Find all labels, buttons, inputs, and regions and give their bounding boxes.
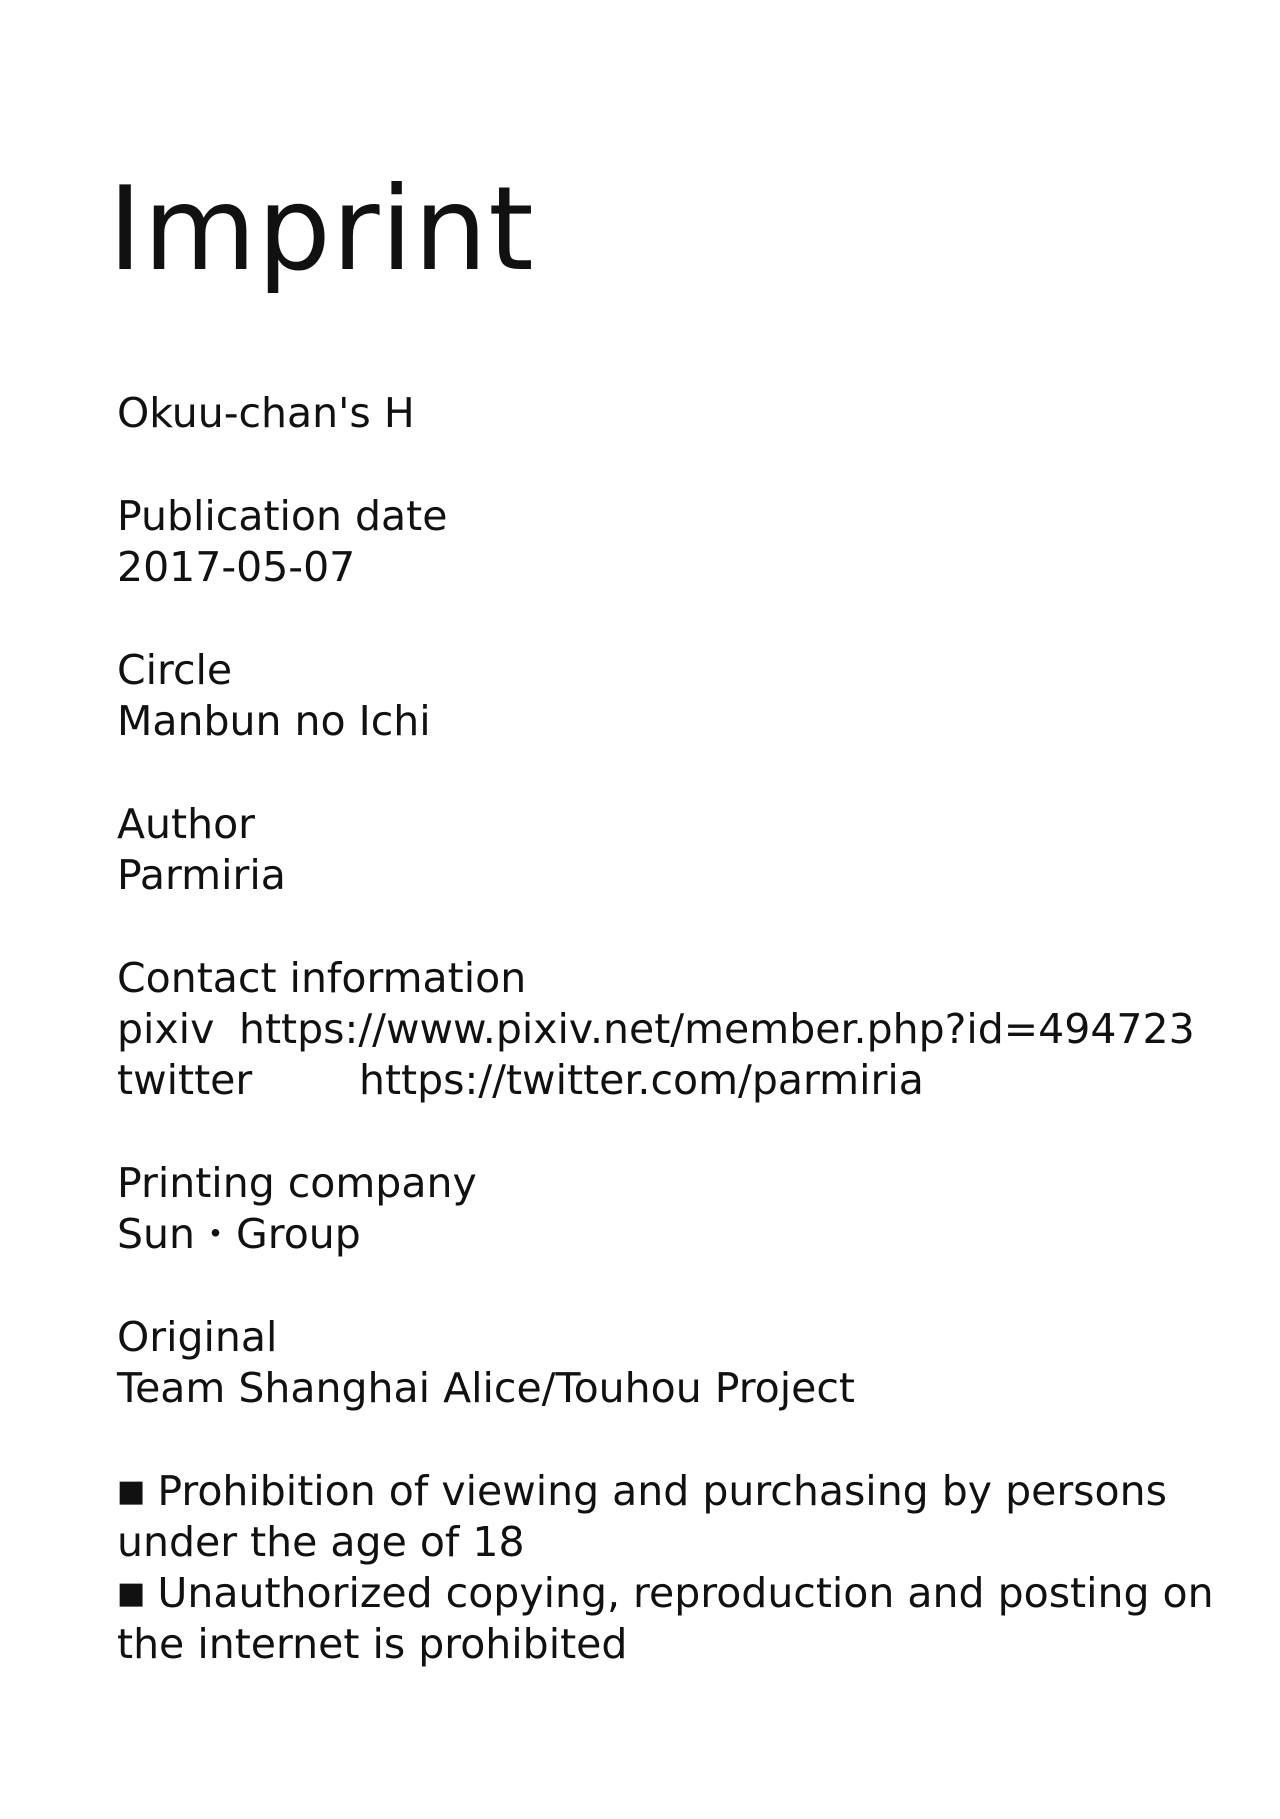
age-restriction-text: Prohibition of viewing and purchasing by persons under the age of 18: [117, 1467, 1167, 1566]
pixiv-url: https://www.pixiv.net/member.php?id=494723: [239, 1005, 1195, 1053]
spacer: [117, 747, 1257, 799]
twitter-url: https://twitter.com/parmiria: [359, 1056, 924, 1104]
spacer: [117, 1414, 1257, 1466]
original-label: Original: [117, 1313, 278, 1361]
contact-pixiv-row: [117, 1004, 1257, 1055]
pixiv-label: pixiv: [117, 1005, 215, 1053]
age-restriction-notice: [117, 1466, 1257, 1568]
spacer: [117, 439, 1257, 491]
spacer: [117, 901, 1257, 953]
spacer: [117, 1260, 1257, 1312]
printing-company-value: Sun・Group: [117, 1210, 361, 1258]
spacer: [117, 593, 1257, 645]
spacer: [117, 1106, 1257, 1158]
circle-value: Manbun no Ichi: [117, 697, 431, 745]
imprint-details: [117, 388, 1257, 1670]
copyright-text: Unauthorized copying, reproduction and posting on the internet is prohibited: [117, 1569, 1214, 1668]
printing-company-label: Printing company: [117, 1159, 477, 1207]
publication-date-value: 2017-05-07: [117, 543, 356, 591]
contact-twitter-row: [117, 1055, 1257, 1106]
square-bullet-icon: ■: [117, 1474, 146, 1509]
copyright-notice: [117, 1568, 1257, 1670]
author-value: Parmiria: [117, 851, 286, 899]
square-bullet-icon: ■: [117, 1576, 146, 1611]
circle-label: Circle: [117, 646, 233, 694]
twitter-label: twitter: [117, 1056, 253, 1104]
original-value: Team Shanghai Alice/Touhou Project: [117, 1364, 855, 1412]
page-title: Imprint: [108, 162, 535, 297]
author-label: Author: [117, 800, 256, 848]
contact-label: Contact information: [117, 954, 527, 1002]
publication-date-label: Publication date: [117, 492, 448, 540]
book-title: Okuu-chan's H: [117, 389, 415, 437]
